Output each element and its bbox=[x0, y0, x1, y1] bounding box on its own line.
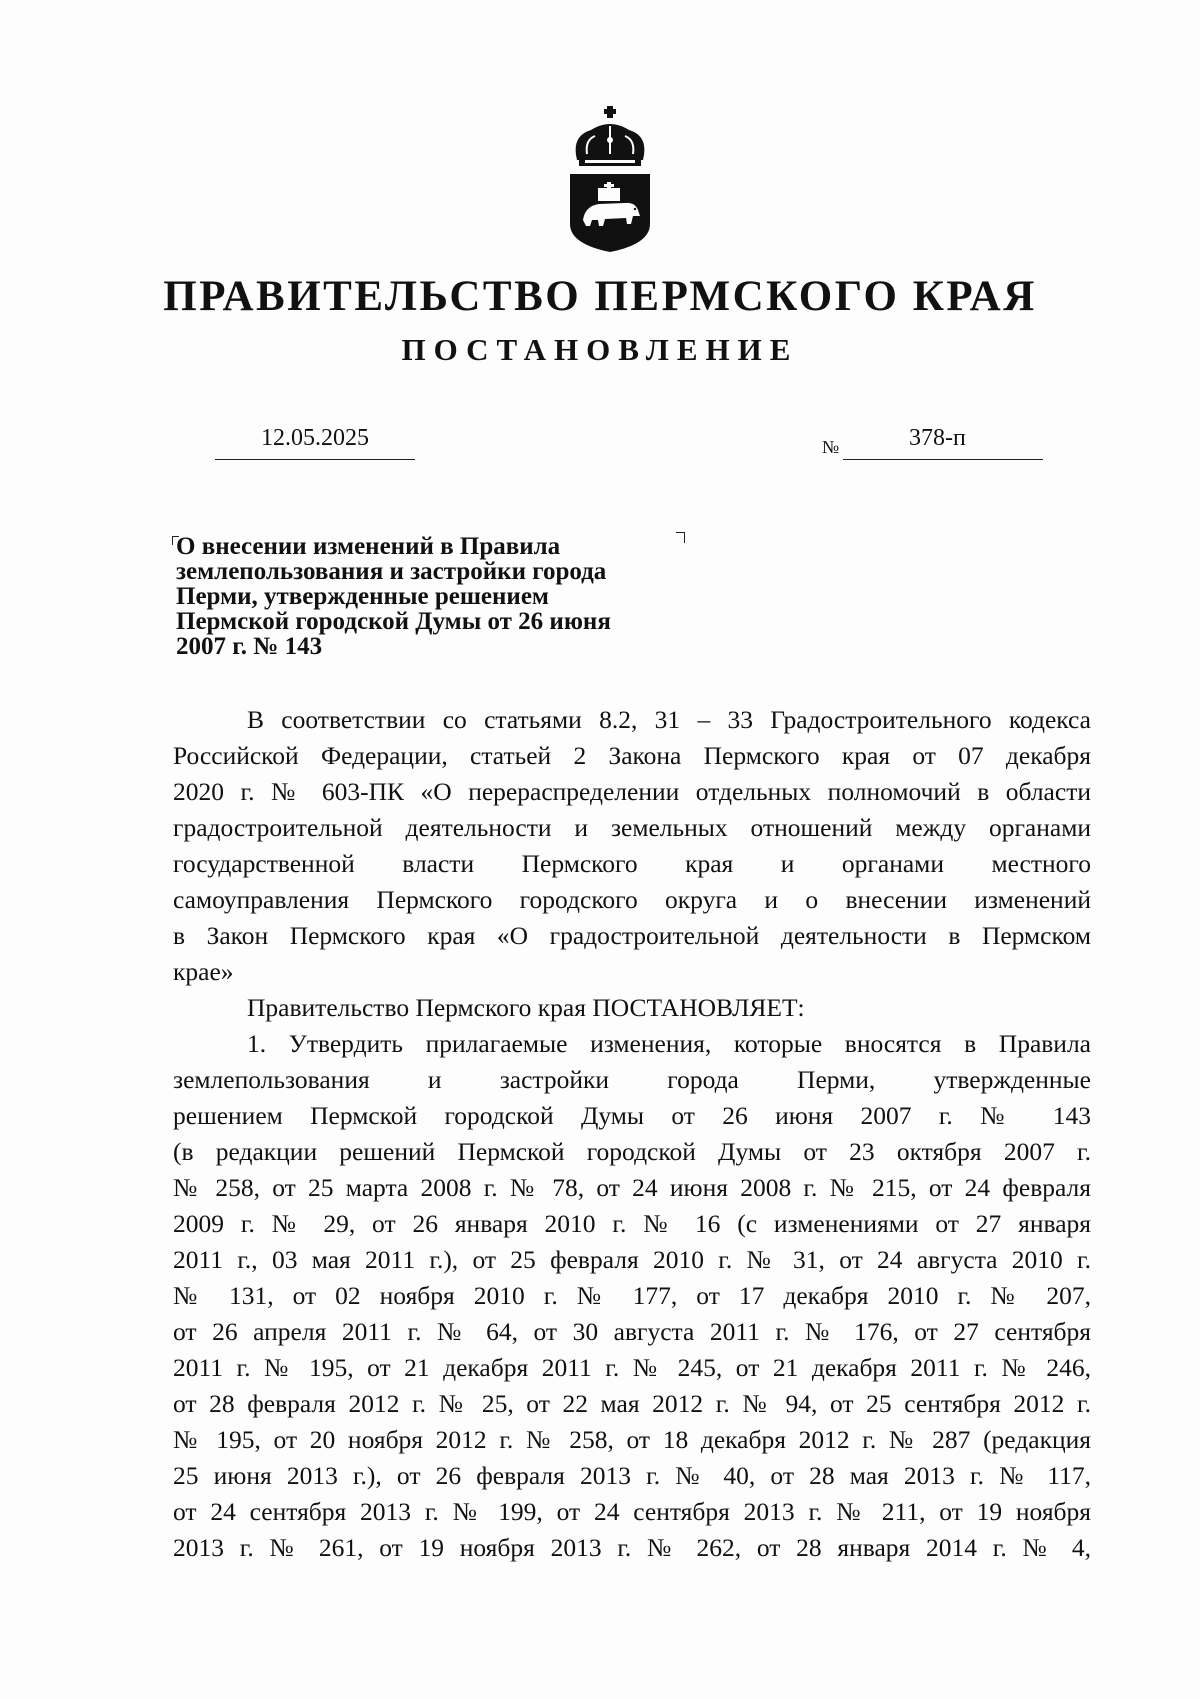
body-line: В соответствии со статьями 8.2, 31 – 33 Градостроительного кодекса bbox=[247, 705, 1091, 734]
body-line: самоуправления Пермского городского округа и о внесении изменений bbox=[173, 885, 1091, 914]
body-line: 25 июня 2013 г.), от 26 февраля 2013 г. № 40, от 28 мая 2013 г. № 117, bbox=[173, 1461, 1091, 1490]
subject-line: Пермской городской Думы от 26 июня bbox=[176, 608, 611, 635]
document-type: ПОСТАНОВЛЕНИЕ bbox=[401, 332, 799, 367]
body-line: Правительство Пермского края ПОСТАНОВЛЯЕТ: bbox=[247, 993, 805, 1022]
body-line: 2009 г. № 29, от 26 января 2010 г. № 16 (с изменениями от 27 января bbox=[173, 1209, 1091, 1238]
body-line: № 131, от 02 ноября 2010 г. № 177, от 17 декабря 2010 г. № 207, bbox=[173, 1281, 1091, 1310]
body-line: от 24 сентября 2013 г. № 199, от 24 сентября 2013 г. № 211, от 19 ноября bbox=[173, 1497, 1091, 1526]
perm-krai-coat-of-arms-icon bbox=[565, 102, 655, 254]
body-line: землепользования и застройки города Перми, утвержденные bbox=[173, 1065, 1091, 1094]
body-line: 2013 г. № 261, от 19 ноября 2013 г. № 262, от 28 января 2014 г. № 4, bbox=[173, 1533, 1091, 1562]
body-line: 2011 г., 03 мая 2011 г.), от 25 февраля 2010 г. № 31, от 24 августа 2010 г. bbox=[173, 1245, 1091, 1274]
body-line: № 195, от 20 ноября 2012 г. № 258, от 18 декабря 2012 г. № 287 (редакция bbox=[173, 1425, 1091, 1454]
body-line: градостроительной деятельности и земельных отношений между органами bbox=[173, 813, 1091, 842]
body-line: государственной власти Пермского края и органами местного bbox=[173, 849, 1091, 878]
document-number-field bbox=[843, 425, 1043, 460]
number-sign: № bbox=[822, 437, 840, 457]
body-line: от 26 апреля 2011 г. № 64, от 30 августа 2011 г. № 176, от 27 сентября bbox=[173, 1317, 1091, 1346]
body-line: № 258, от 25 марта 2008 г. № 78, от 24 июня 2008 г. № 215, от 24 февраля bbox=[173, 1173, 1091, 1202]
subject-line: Перми, утвержденные решением bbox=[176, 583, 549, 610]
subject-line: О внесении изменений в Правила bbox=[176, 533, 561, 560]
document-date: 12.05.2025 bbox=[215, 425, 415, 460]
body-line: Российской Федерации, статьей 2 Закона Пермского края от 07 декабря bbox=[173, 741, 1091, 770]
government-title: ПРАВИТЕЛЬСТВО ПЕРМСКОГО КРАЯ bbox=[163, 273, 1037, 320]
body-line: от 28 февраля 2012 г. № 25, от 22 мая 2012 г. № 94, от 25 сентября 2012 г. bbox=[173, 1389, 1091, 1418]
body-line: в Закон Пермского края «О градостроительной деятельности в Пермском bbox=[173, 921, 1091, 950]
body-line: крае» bbox=[173, 957, 234, 986]
body-line: (в редакции решений Пермской городской Думы от 23 октября 2007 г. bbox=[173, 1137, 1091, 1166]
body-line: 1. Утвердить прилагаемые изменения, которые вносятся в Правила bbox=[247, 1029, 1091, 1058]
document-number: 378-п bbox=[909, 425, 966, 451]
body-line: решением Пермской городской Думы от 26 июня 2007 г. № 143 bbox=[173, 1101, 1091, 1130]
subject-line: землепользования и застройки города bbox=[176, 558, 607, 585]
body-line: 2011 г. № 195, от 21 декабря 2011 г. № 245, от 21 декабря 2011 г. № 246, bbox=[173, 1353, 1091, 1382]
subject-line: 2007 г. № 143 bbox=[176, 633, 323, 660]
body-line: 2020 г. № 603-ПК «О перераспределении отдельных полномочий в области bbox=[173, 777, 1091, 806]
document-subject bbox=[176, 534, 696, 659]
